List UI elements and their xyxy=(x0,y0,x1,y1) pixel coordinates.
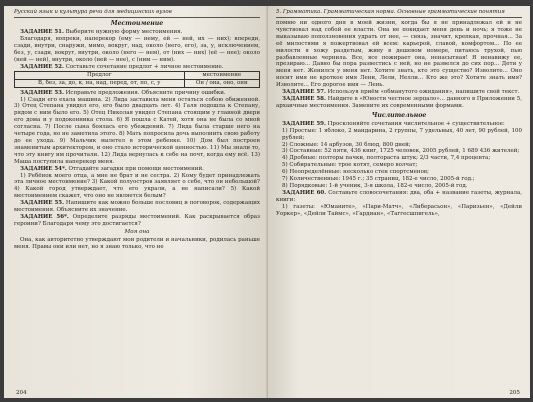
story-title: Моя она xyxy=(124,228,150,235)
list-item: 5) Собирательные: трое котят, семеро волчат; xyxy=(282,162,418,169)
left-page-number: 204 xyxy=(16,390,27,396)
task-52: ЗАДАНИЕ 52. Составьте сочетание предлог + личное местоимение. xyxy=(20,63,224,70)
list-item: 2) Сложные: 14 арбузов, 30 блюд, 800 дней; xyxy=(282,141,411,148)
task-59: ЗАДАНИЕ 59. Просклоняйте сочетания числительное + существительное: xyxy=(282,120,505,127)
list-item: 6) Неопределённые: несколько стен спортсменов; xyxy=(282,169,429,176)
right-running-head: 5. Грамматика. Грамматическая норма. Основные грамматические понятия xyxy=(276,9,522,18)
table-header-preposition: Предлог xyxy=(15,72,185,80)
left-running-head: Русский язык и культура речи для медицинских вузов xyxy=(14,9,260,18)
task-56: ЗАДАНИЕ 56*. Определите разряды местоимений. Как раскрывается образ героини? Благодаря чему это достигается? xyxy=(14,213,261,227)
list-item: 7) Количественные: 1945 г.; 35 страниц, 182-е число, 2005-й год.; xyxy=(282,176,475,183)
story-text: Она, как авторитетно утверждают мои родители и начальники, родилась раньше меня. Правы они или нет, но я знаю только, что не xyxy=(14,236,260,250)
list-item: 4) Дробные: полторы пачки, полтораста штук; 2/3 части, 7,4 процента; xyxy=(282,155,491,162)
list-item: 1) Простые: 1 яблоко, 2 мандарина, 2 группы, 7 удельных, 40 лет, 90 рублей, 100 рублей; xyxy=(282,127,522,141)
task-57: ЗАДАНИЕ 57. Используя приём «обманутого ожидания», напишите свой текст. xyxy=(282,89,520,96)
task-54: ЗАДАНИЕ 54*. Отгадайте загадки при помощи местоимений. xyxy=(20,165,204,172)
right-section-title: Числительное xyxy=(371,111,427,119)
table-header-pronoun: местоимение xyxy=(184,72,259,80)
task-60: ЗАДАНИЕ 60. Составьте словосочетания: два, оба + название газеты, журнала, книги: xyxy=(276,189,522,203)
left-page xyxy=(4,6,266,398)
task-55: ЗАДАНИЕ 55. Напишите как можно больше пословиц и поговорок, содержащих местоимения. Объясните их значение. xyxy=(14,200,260,214)
task-53-body: 1) Сзади его ехала машина. 2) Лида заставила меня остаться собою обиженной. 3) Отец Степана увидел его, его было двадцать лет. 4) Галя подошла к Степану, рядом с ним было его. 5) Отец Николая увидел Степана стоящим у главной двери его дома и у подоконника стола. 6) Я пошла с Катей, хотя она не была со мной согласна. 7) После сына боялась его убеждений. 7) Лида была старше него на четыре года, но не заметила этого. 8) Мать попросила дочь выполнить свою работу до ее ухода. 9) Мальчик вылетел в этом ребенке. 10) Дом был построен знаменитым архитектором, и оно стало исторической ценностью. 11) Мы знали то, что эту книгу им прочитали. 12) Лида вернулась к себе на почт, когда ему всё. 13) Маша поступила наперекор меня. xyxy=(14,96,260,165)
task-53: ЗАДАНИЕ 53. Исправьте предложения. Объясните причину ошибки. xyxy=(20,89,226,96)
task-51: ЗАДАНИЕ 51. Выберите нужную форму местоимения. xyxy=(20,29,183,35)
right-page-number: 205 xyxy=(509,390,520,396)
right-page xyxy=(268,6,530,398)
task-60-body: 1) газеты: «Юманите», «Пари-Матч», «Либерасьон», «Паризьен», «Дейли Уоркер», «Дейли Таймс», «Гардиан», «Таггесшпигель», xyxy=(276,203,522,217)
numeral-list xyxy=(276,128,522,190)
table-cell-prepositions: В, без, за, до, к, на, над, перед, от, по, с, у xyxy=(15,80,185,88)
task-58: ЗАДАНИЕ 58. Найдите в «Юности честное зерцало»... данного в Приложении 5, архаичные местоимения. Замените их современными формами. xyxy=(276,95,522,109)
list-item: 3) Составные: 52 пяти, 436 книг, 1725 человек, 2005 рублей, 1 689 436 жителей; xyxy=(282,148,520,155)
list-item: 8) Порядковые: 1-й ученик, 3-я школа, 182-е число, 2005-й год. xyxy=(282,182,468,189)
task-51-body: Благодаря, вопреки, наперекор (ему — нему, ей — ней, их — них); впереди, сзади, внутри, снаружи, мимо, вокруг, над, около (него, его), за, у, исключением, без, у, сзади, вокруг, внутри, около (него — нем), от (них — них) (её — нее); около (ней — ней), внутри, около (ней — нее), с (ним — ним). xyxy=(14,35,260,63)
preposition-table xyxy=(14,71,260,87)
table-cell-pronouns: Он / она, оно, они xyxy=(184,80,259,88)
story-continuation: помню ни одного дня в моей жизни, когда бы я не принадлежал ей и не чувствовал над собой ее власти. Она не покидает меня день и ночь; я тоже не выказываю поползновения удрать от нее, — связь, значит, крепкая, прочная... За её милостями я пожертвовал ей всем: карьерой, славой, комфортом... По ее милости я хожу раздетым, живу в дешевом номере, питаюсь трухой, пью разбавленные чернила. Все, все пожирает она, ненасытная! Я ненавижу ее, презираю... Давно бы пора развестись с ней, но не развелся до сих пор... Дети у меня нет. Женился у меня нет. Хотите знать, кто это существо? Изволите... Оно носит имя не кроткое имя Лени, Лели, Нелли... Кто же это? Хотите знать имя? Изволите... Его дорогое имя — Лень. xyxy=(276,20,522,89)
left-section-title: Местоимение xyxy=(110,20,164,27)
task-54-body: 1) Ребёнок моего отца, а мне не брат и не сестра. 2) Кому будет принадлежать эта личное местоимение? 3) Какой полуостров заявляет о себе, что он небольшой? 4) Какой город утверждает, что его украли, а не написали? 5) Какой местоимением скажет, что оно не является белым? xyxy=(14,172,260,200)
